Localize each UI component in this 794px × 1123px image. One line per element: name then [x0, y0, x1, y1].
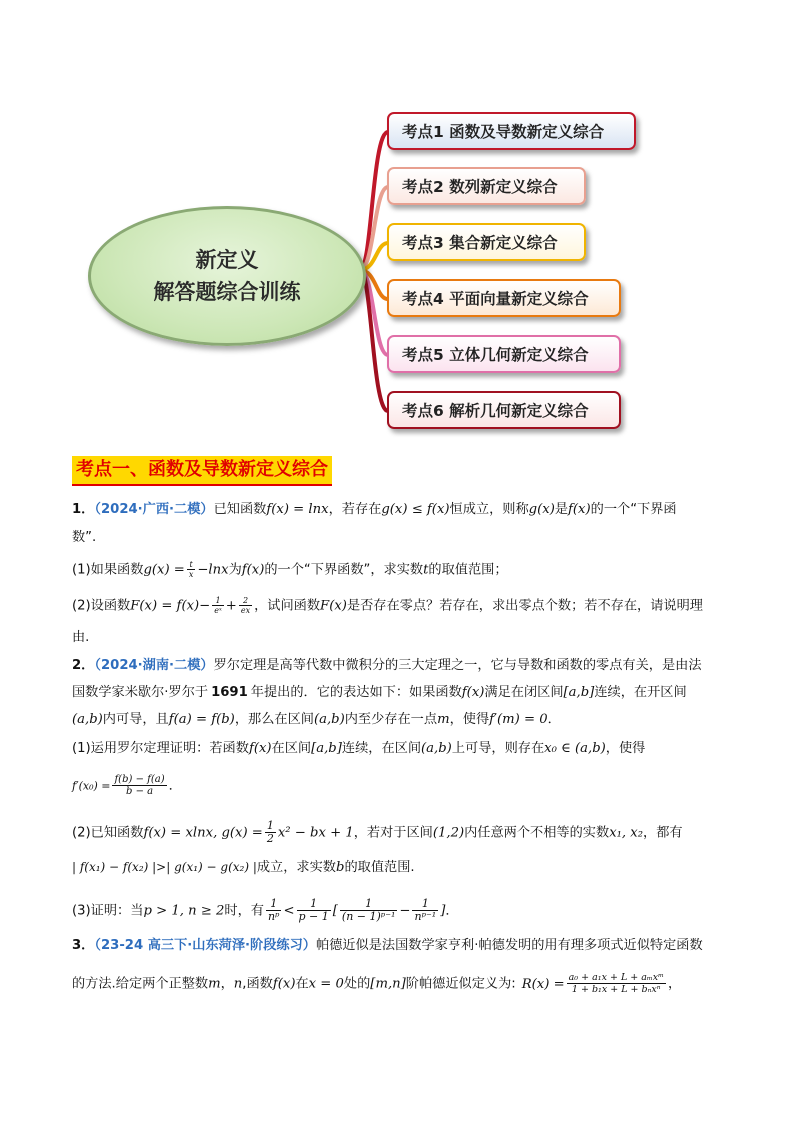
frac-num: 1 [266, 898, 281, 911]
q2-text: 时，有 [224, 903, 264, 919]
q2-text: ，使得 [605, 741, 646, 756]
q2-math: [a,b] [311, 741, 342, 756]
q2-math: f′(x₀) = [72, 779, 111, 793]
q3-math: m [208, 976, 221, 992]
q2-text: ，都有 [643, 825, 683, 841]
frac-den: nᵖ [267, 910, 280, 923]
frac-den: ex [240, 606, 251, 615]
q1-text: (1)如果函数 [72, 562, 144, 578]
frac-num: 1 [412, 898, 438, 911]
q3-text: ， [667, 976, 682, 992]
q2-math: (a,b) [72, 712, 103, 727]
q3-text: ， [220, 976, 234, 992]
q3-math: n [233, 976, 243, 992]
q2-math: f′(m) = 0 [489, 712, 548, 727]
topic-label: 考点4 平面向量新定义综合 [402, 290, 589, 308]
q2-text: 的取值范围. [344, 860, 415, 875]
q1-text: 的取值范围； [428, 562, 508, 578]
q1-math: g(x) = [143, 562, 185, 578]
frac-num: 1 [266, 819, 274, 832]
frac-num: 1 [297, 898, 331, 911]
q2-part1-formula [72, 774, 732, 797]
q1-text: (2)设函数 [72, 598, 131, 614]
topic-node-4 [387, 279, 621, 317]
q1-math: F(x) = f(x)− [130, 598, 211, 614]
q2-math: (a,b) [313, 712, 345, 727]
topic-label: 考点5 立体几何新定义综合 [402, 346, 589, 364]
q2-text: ． [168, 778, 182, 794]
q3-source: （23-24 高三下·山东菏泽·阶段练习） [94, 938, 316, 953]
q1-math: + [225, 598, 237, 614]
q1-part1 [72, 560, 732, 581]
q2-math: ] [440, 903, 446, 919]
q2-line3 [72, 710, 732, 730]
q2-text: (3)证明：当 [72, 903, 144, 919]
q2-text: 成立，求实数 [256, 860, 336, 875]
q2-text: (2)已知函数 [72, 825, 144, 841]
fraction [412, 898, 438, 923]
q1-math: F(x) [320, 598, 347, 614]
topic-label: 考点1 函数及导数新定义综合 [402, 123, 605, 141]
q1-text: 已知函数 [213, 502, 267, 517]
frac-den: (n − 1)ᵖ⁻¹ [341, 910, 396, 923]
topic-node-1 [387, 112, 636, 150]
q2-math: b [336, 860, 345, 875]
q2-text: 连续，在开区间 [594, 685, 687, 700]
q2-text: 连续，在区间 [341, 741, 422, 756]
q3-math: f(x) [272, 976, 296, 992]
frac-num: f(b) − f(a) [114, 774, 165, 785]
frac-den: 1 + b₁x + L + bₙxⁿ [571, 984, 661, 995]
q2-math: f(a) = f(b) [168, 712, 235, 727]
frac-den: nᵖ⁻¹ [414, 910, 437, 923]
q1-text: 的一个“下界函 [590, 502, 677, 517]
frac-den: 2 [266, 832, 274, 845]
q2-text: 内任意两个不相等的实数 [464, 825, 610, 841]
q2-text: 年提出的．它的表达如下：如果函数 [250, 685, 462, 700]
frac-num: a₀ + a₁x + L + aₘxᵐ [568, 972, 664, 983]
q3-text: 在 [295, 976, 309, 992]
fraction [340, 898, 398, 923]
q3-math: R(x) = [521, 976, 565, 992]
section-title: 考点一、函数及导数新定义综合 [72, 456, 332, 486]
q1-text: 恒成立，则称 [449, 502, 529, 517]
q2-math: (1,2) [432, 825, 465, 841]
q1-part2 [72, 596, 732, 617]
q1-math: g(x) ≤ f(x) [381, 502, 450, 517]
q2-text: 罗尔定理是高等代数中微积分的三大定理之一，它与导数和函数的零点有关，是由法 [213, 658, 702, 673]
frac-num: 2 [239, 596, 252, 606]
topic-node-3 [387, 223, 586, 261]
q2-text: 国数学家米歇尔·罗尔于 [72, 685, 209, 700]
q3-line2 [72, 972, 732, 995]
q2-text: ． [445, 903, 459, 919]
q3-text: 阶帕德近似定义为: [405, 976, 516, 992]
q2-line1 [72, 656, 732, 676]
q2-math: − [399, 903, 411, 919]
fraction [187, 560, 196, 579]
q3-math: [m,n] [370, 976, 406, 992]
topic-node-2 [387, 167, 586, 205]
frac-den: eˣ [214, 606, 222, 615]
fraction [212, 596, 224, 615]
q2-source: （2024·湖南·二模） [94, 658, 214, 673]
topic-node-6 [387, 391, 621, 429]
q3-text: ,函数 [242, 976, 273, 992]
q2-line2 [72, 683, 732, 703]
q1-math: f(x) [568, 502, 591, 517]
q2-text: ． [547, 712, 561, 727]
q2-math: x₀ ∈ (a,b) [544, 741, 606, 756]
q1-text: 的一个“下界函数”，求实数 [264, 562, 424, 578]
q2-math: p > 1, n ≥ 2 [143, 903, 225, 919]
topic-node-5 [387, 335, 621, 373]
fraction [112, 774, 166, 797]
q2-text: ，使得 [449, 712, 490, 727]
fraction [266, 898, 281, 923]
mindmap-center-node [88, 206, 366, 346]
q3-text: 处的 [343, 976, 371, 992]
q1-math: f(x) [241, 562, 265, 578]
q2-part2 [72, 820, 732, 845]
q1-math: g(x) [528, 502, 555, 517]
q3-number: 3． [72, 938, 95, 953]
center-title-line1: 新定义 [195, 248, 259, 272]
q2-math: f(x) [248, 741, 272, 756]
q2-part1 [72, 739, 732, 759]
q1-text: 为 [228, 562, 242, 578]
q2-text: 内可导，且 [102, 712, 169, 727]
q2-text: 在区间 [271, 741, 312, 756]
q1-math: t [423, 562, 429, 578]
topic-label: 考点6 解析几何新定义综合 [402, 402, 589, 420]
q2-text: 上可导，则存在 [451, 741, 545, 756]
q2-math: f(x) [461, 685, 485, 700]
q2-math: | f(x₁) − f(x₂) |>| g(x₁) − g(x₂) | [72, 860, 257, 874]
q3-math: x = 0 [308, 976, 344, 992]
q2-math: [a,b] [563, 685, 595, 700]
frac-num: t [187, 560, 196, 570]
q2-text: 内至少存在一点 [344, 712, 438, 727]
fraction [567, 972, 666, 995]
q2-math: m [437, 712, 450, 727]
q3-text: 帕德近似是法国数学家亨利·帕德发明的用有理多项式近似特定函数 [316, 938, 703, 953]
fraction [297, 898, 331, 923]
q2-math: x₁, x₂ [609, 825, 644, 841]
topic-label: 考点2 数列新定义综合 [402, 178, 558, 196]
q1-math: −lnx [197, 562, 229, 578]
q2-math: < [283, 903, 295, 919]
frac-den: p − 1 [298, 910, 329, 923]
topic-label: 考点3 集合新定义综合 [402, 234, 558, 252]
q1-text: ，试问函数 [254, 598, 321, 614]
q1-math: f(x) = lnx [266, 502, 329, 517]
q2-math: (a,b) [421, 741, 452, 756]
frac-num: 1 [340, 898, 398, 911]
q1-number: 1． [72, 502, 95, 517]
q2-math: x² − bx + 1 [277, 825, 354, 841]
q3-line1 [72, 936, 732, 956]
frac-den: b − a [125, 786, 154, 797]
q1-text: 是 [554, 502, 569, 517]
q2-text: (1)运用罗尔定理证明：若函数 [72, 741, 249, 756]
q1-line1 [72, 500, 732, 520]
q1-text: ，若存在 [328, 502, 382, 517]
fraction [239, 596, 252, 615]
q3-text: 的方法.给定两个正整数 [72, 976, 209, 992]
frac-num: 1 [212, 596, 224, 606]
center-title-line2: 解答题综合训练 [153, 280, 301, 304]
q1-text: 是否存在零点？若存在，求出零点个数；若不存在，请说明理 [346, 598, 703, 614]
q2-part3 [72, 898, 732, 923]
frac-den: x [188, 570, 194, 579]
q2-part2-cont [72, 857, 732, 878]
q1-line2: 数”. [72, 530, 97, 545]
fraction [265, 820, 276, 845]
q2-text: 满足在闭区间 [484, 685, 564, 700]
q2-text: ，那么在区间 [234, 712, 314, 727]
q2-math: [ [332, 903, 338, 919]
q2-math: f(x) = xlnx, g(x) = [143, 825, 263, 841]
q1-source: （2024·广西·二模） [94, 502, 214, 517]
q1-part2-cont: 由. [72, 630, 90, 645]
q2-text: 1691 [211, 685, 248, 700]
q2-number: 2． [72, 658, 95, 673]
q2-text: ，若对于区间 [353, 825, 433, 841]
